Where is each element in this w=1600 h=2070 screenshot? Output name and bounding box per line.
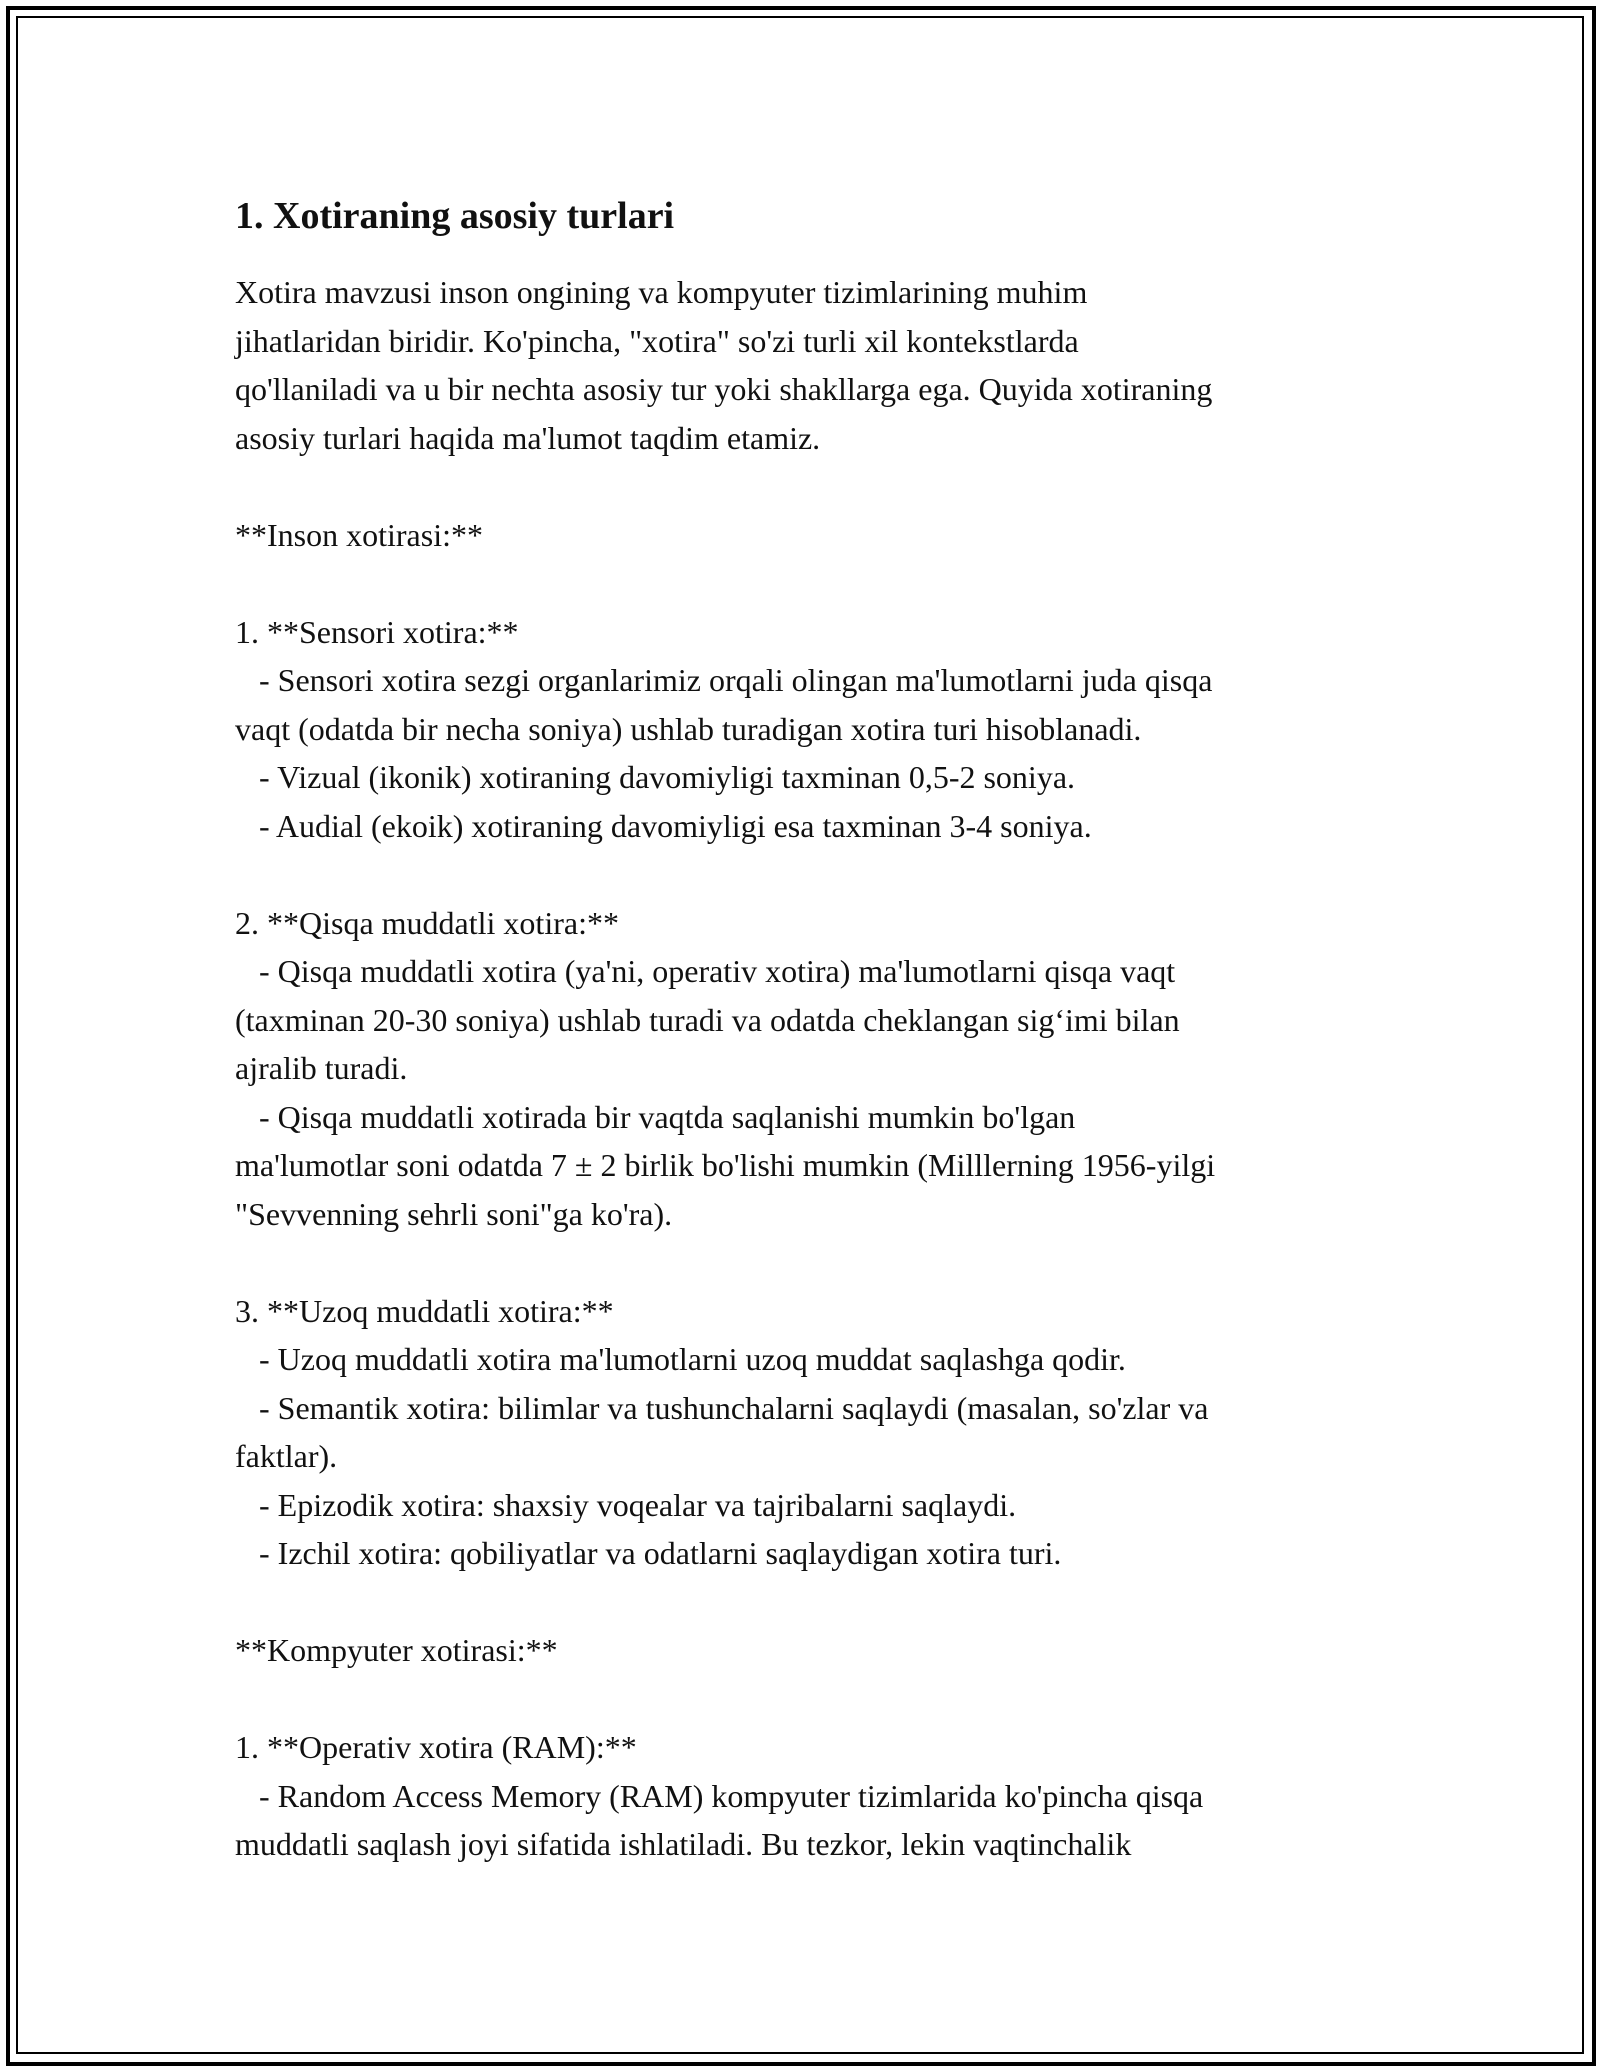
document-body: Xotira mavzusi inson ongining va kompyuter tizimlarining muhim jihatlaridan biridir. Ko'pincha, "xotira" so'zi turli xil kontekstlarda qo'llaniladi va u bir nechta asosiy tur yoki shakllarga ega. Quyida xotiraning asosiy turlari haqida ma'lumot taqdim etamiz. **Inson xotirasi:** 1. **Sensori xotira:** - Sensori xotira sezgi organlarimiz orqali olingan ma'lumotlarni juda qisqa vaqt (odatda bir necha soniya) ushlab turadigan xotira turi hisoblanadi. - Vizual (ikonik) xotiraning davomiyligi taxminan 0,5-2 soniya. - Audial (ekoik) xotiraning davomiyligi esa taxminan 3-4 soniya. 2. **Qisqa muddatli xotira:** - Qisqa muddatli xotira (ya'ni, operativ xotira) ma'lumotlarni qisqa vaqt (taxminan 20-30 soniya) ushlab turadi va odatda cheklangan sig‘imi bilan ajralib turadi. - Qisqa muddatli xotirada bir vaqtda saqlanishi mumkin bo'lgan ma'lumotlar soni odatda 7 ± 2 birlik bo'lishi mumkin (Milllerning 1956-yilgi "Sevvenning sehrli soni"ga ko'ra). 3. **Uzoq muddatli xotira:** - Uzoq muddatli xotira ma'lumotlarni uzoq muddat saqlashga qodir. - Semantik xotira: bilimlar va tushunchalarni saqlaydi (masalan, so'zlar va faktlar). - Epizodik xotira: shaxsiy voqealar va tajribalarni saqlaydi. - Izchil xotira: qobiliyatlar va odatlarni saqlaydigan xotira turi. **Kompyuter xotirasi:** 1. **Operativ xotira (RAM):** - Random Access Memory (RAM) kompyuter tizimlarida ko'pincha qisqa muddatli saqlash joyi sifatida ishlatiladi. Bu tezkor, lekin vaqtinchalik xyxy=(235,274,1216,1862)
document-heading: 1. Xotiraning asosiy turlari xyxy=(235,195,675,237)
document-content xyxy=(235,188,1375,1869)
